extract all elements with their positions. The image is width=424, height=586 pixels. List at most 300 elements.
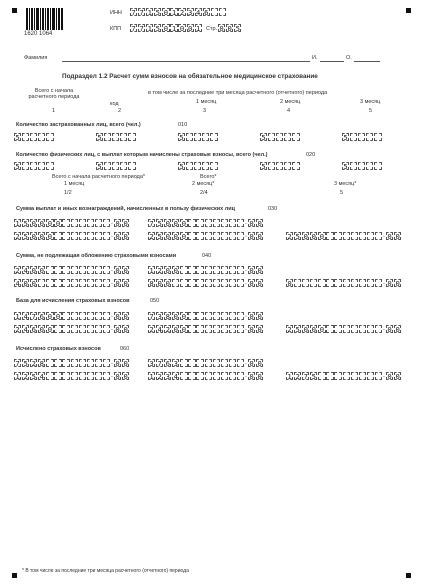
digit-cell bbox=[334, 372, 341, 380]
row-020-m1[interactable] bbox=[178, 162, 218, 171]
digit-cell: 5 bbox=[295, 232, 300, 240]
digit-cell: 0 bbox=[163, 24, 169, 32]
row-060-r1-b[interactable] bbox=[148, 359, 264, 368]
digit-cell bbox=[202, 162, 209, 170]
digit-cell bbox=[194, 162, 201, 170]
digit-cell: 0 bbox=[115, 359, 120, 367]
digit-cell: 0 bbox=[249, 219, 254, 227]
row-040-r1-b[interactable] bbox=[148, 266, 264, 275]
digit-cell: 0 bbox=[395, 232, 400, 240]
col-code-label: код bbox=[110, 101, 119, 107]
digit-cell bbox=[62, 359, 69, 367]
digit-cell bbox=[180, 359, 187, 367]
row-020-m2[interactable] bbox=[260, 162, 300, 171]
digit-cell: 2 bbox=[31, 359, 36, 367]
digit-cell: 7 bbox=[131, 24, 136, 32]
digit-cell bbox=[120, 162, 127, 170]
digit-cell: 7 bbox=[31, 312, 36, 320]
row-040-r2-b[interactable] bbox=[148, 279, 264, 288]
digit-cell bbox=[221, 325, 228, 333]
digit-cell bbox=[79, 219, 86, 227]
digit-cell bbox=[219, 8, 226, 16]
digit-cell: 0 bbox=[249, 372, 254, 380]
digit-cell: 0 bbox=[47, 219, 53, 227]
digit-cell: 2 bbox=[15, 232, 20, 240]
decimal-point: . bbox=[244, 219, 247, 226]
digit-cell bbox=[79, 279, 86, 287]
digit-cell: 0 bbox=[123, 325, 128, 333]
digit-cell bbox=[196, 266, 203, 274]
digit-cell bbox=[284, 162, 291, 170]
digit-cell bbox=[180, 266, 187, 274]
digit-cell bbox=[213, 359, 220, 367]
col-num-1: 1 bbox=[52, 108, 56, 114]
row-040-r1-a[interactable] bbox=[14, 266, 130, 275]
digit-cell bbox=[95, 359, 102, 367]
row-060-r1-a[interactable] bbox=[14, 359, 130, 368]
digit-cell: 0 bbox=[181, 325, 187, 333]
digit-cell bbox=[128, 133, 135, 141]
digit-cell: 4 bbox=[15, 279, 20, 287]
digit-cell: 0 bbox=[173, 232, 178, 240]
digit-cell: 0 bbox=[173, 325, 178, 333]
digit-cell: 0 bbox=[165, 232, 170, 240]
decimal-point: . bbox=[244, 266, 247, 273]
digit-cell bbox=[350, 162, 357, 170]
digit-cell: 5 bbox=[23, 359, 28, 367]
decimal-point: . bbox=[382, 325, 385, 332]
footnote: * В том числе за последние три месяца расчетного (отчетного) периода bbox=[22, 568, 189, 574]
digit-cell bbox=[292, 162, 299, 170]
digit-cell: 1 bbox=[149, 266, 154, 274]
digit-cell: 5 bbox=[15, 162, 20, 170]
digit-cell bbox=[186, 133, 193, 141]
digit-cell: 4 bbox=[39, 372, 44, 380]
digit-cell bbox=[284, 133, 291, 141]
digit-cell bbox=[358, 133, 365, 141]
digit-cell bbox=[268, 133, 275, 141]
digit-cell bbox=[221, 219, 228, 227]
digit-cell bbox=[79, 325, 86, 333]
digit-cell bbox=[213, 266, 220, 274]
row-010-label: Количество застрахованных лиц, всего (чел.) bbox=[16, 122, 141, 128]
decimal-point: . bbox=[244, 232, 247, 239]
digit-cell bbox=[103, 219, 110, 227]
digit-cell bbox=[229, 372, 236, 380]
digit-cell bbox=[196, 312, 203, 320]
digit-cell: 2 bbox=[15, 325, 20, 333]
decimal-point: . bbox=[110, 219, 113, 226]
digit-cell bbox=[351, 232, 358, 240]
digit-cell: 0 bbox=[257, 279, 262, 287]
digit-cell bbox=[71, 312, 78, 320]
digit-cell: 0 bbox=[115, 279, 120, 287]
digit-cell: 5 bbox=[97, 162, 102, 170]
digit-cell bbox=[87, 279, 94, 287]
digit-cell bbox=[71, 372, 78, 380]
corner-marker-bottom-left bbox=[12, 573, 17, 578]
digit-cell: 7 bbox=[139, 24, 144, 32]
digit-cell: 7 bbox=[131, 8, 136, 16]
digit-cell: 5 bbox=[23, 232, 28, 240]
digit-cell: 1 bbox=[15, 312, 20, 320]
digit-cell bbox=[229, 266, 236, 274]
digit-cell: 0 bbox=[123, 279, 128, 287]
digit-cell: 3 bbox=[165, 372, 170, 380]
digit-cell bbox=[213, 372, 220, 380]
digit-cell: 0 bbox=[55, 312, 61, 320]
digit-cell: 0 bbox=[165, 219, 170, 227]
digit-cell: 3 bbox=[187, 8, 193, 16]
digit-cell bbox=[95, 232, 102, 240]
digit-cell: 1 bbox=[147, 24, 152, 32]
row-030-r2-c[interactable] bbox=[286, 232, 402, 241]
digit-cell bbox=[367, 279, 374, 287]
digit-cell bbox=[87, 372, 94, 380]
digit-cell bbox=[211, 8, 218, 16]
row-040-r2-a[interactable] bbox=[14, 279, 130, 288]
digit-cell bbox=[180, 279, 187, 287]
digit-cell bbox=[71, 325, 78, 333]
digit-cell: 0 bbox=[39, 266, 44, 274]
digit-cell bbox=[62, 232, 69, 240]
digit-cell bbox=[276, 133, 283, 141]
digit-cell bbox=[367, 372, 374, 380]
digit-cell: 2 bbox=[149, 232, 154, 240]
digit-cell: 0 bbox=[387, 232, 392, 240]
digit-cell bbox=[104, 133, 111, 141]
digit-cell: 0 bbox=[303, 232, 308, 240]
digit-cell: 0 bbox=[173, 266, 178, 274]
digit-cell bbox=[229, 219, 236, 227]
digit-cell: 0 bbox=[287, 279, 292, 287]
col2-num-3: 5 bbox=[340, 190, 344, 196]
digit-cell bbox=[38, 279, 45, 287]
row-050-r2-b[interactable] bbox=[148, 325, 264, 334]
digit-cell: 5 bbox=[15, 133, 20, 141]
row-020-total[interactable] bbox=[14, 162, 54, 171]
row-050-r2-a[interactable] bbox=[14, 325, 130, 334]
digit-cell bbox=[205, 359, 212, 367]
digit-cell: 0 bbox=[123, 372, 128, 380]
digit-cell: 3 bbox=[157, 312, 162, 320]
row-060-r2-c[interactable] bbox=[286, 372, 402, 381]
digit-cell bbox=[188, 266, 195, 274]
digit-cell bbox=[188, 279, 195, 287]
digit-cell bbox=[62, 312, 69, 320]
digit-cell bbox=[79, 232, 86, 240]
digit-cell: 0 bbox=[47, 232, 53, 240]
digit-cell: 0 bbox=[55, 219, 61, 227]
digit-cell bbox=[54, 325, 61, 333]
digit-cell: 5 bbox=[155, 8, 160, 16]
decimal-point: . bbox=[110, 359, 113, 366]
digit-cell bbox=[71, 279, 78, 287]
digit-cell bbox=[71, 266, 78, 274]
digit-cell bbox=[46, 266, 53, 274]
col2-m2-label: 2 месяц* bbox=[192, 181, 215, 187]
digit-cell bbox=[95, 325, 102, 333]
digit-cell bbox=[302, 279, 309, 287]
digit-cell bbox=[221, 312, 228, 320]
row-010-code: 010 bbox=[178, 122, 188, 128]
row-040-r2-c[interactable] bbox=[286, 279, 402, 288]
digit-cell bbox=[46, 279, 53, 287]
row-020-code-col[interactable] bbox=[96, 162, 136, 171]
digit-cell: 0 bbox=[115, 312, 120, 320]
digit-cell bbox=[87, 312, 94, 320]
digit-cell: 0 bbox=[311, 232, 316, 240]
digit-cell bbox=[237, 219, 244, 227]
digit-cell bbox=[95, 372, 102, 380]
digit-cell bbox=[237, 312, 244, 320]
page-label: Стр. bbox=[206, 26, 218, 32]
digit-cell bbox=[95, 266, 102, 274]
digit-cell bbox=[326, 325, 333, 333]
digit-cell bbox=[196, 359, 203, 367]
digit-cell bbox=[180, 372, 187, 380]
digit-cell bbox=[229, 232, 236, 240]
digit-cell: 1 bbox=[171, 24, 177, 32]
digit-cell: 0 bbox=[395, 325, 400, 333]
digit-cell bbox=[95, 312, 102, 320]
digit-cell: 1 bbox=[171, 8, 177, 16]
digit-cell: 0 bbox=[165, 266, 170, 274]
decimal-point: . bbox=[110, 312, 113, 319]
digit-cell bbox=[374, 133, 381, 141]
digit-cell bbox=[343, 325, 350, 333]
digit-cell bbox=[62, 325, 69, 333]
digit-cell bbox=[237, 266, 244, 274]
digit-cell: 0 bbox=[31, 279, 36, 287]
surname-line bbox=[62, 61, 310, 62]
row-050-r2-c[interactable] bbox=[286, 325, 402, 334]
digit-cell: 2 bbox=[165, 325, 170, 333]
digit-cell bbox=[294, 279, 301, 287]
i-line bbox=[320, 61, 344, 62]
digit-cell bbox=[112, 133, 119, 141]
digit-cell bbox=[103, 325, 110, 333]
row-050-code: 050 bbox=[150, 298, 160, 304]
digit-cell: 0 bbox=[165, 279, 170, 287]
digit-cell bbox=[103, 232, 110, 240]
row-050-r1-a[interactable] bbox=[14, 312, 130, 321]
digit-cell bbox=[128, 162, 135, 170]
digit-cell: 0 bbox=[157, 279, 162, 287]
digit-cell: 0 bbox=[115, 232, 120, 240]
digit-cell: 2 bbox=[287, 232, 292, 240]
digit-cell bbox=[46, 372, 53, 380]
digit-cell bbox=[326, 279, 333, 287]
digit-cell: 5 bbox=[311, 372, 316, 380]
digit-cell bbox=[54, 232, 61, 240]
digit-cell bbox=[268, 162, 275, 170]
digit-cell: 5 bbox=[179, 162, 184, 170]
digit-cell bbox=[95, 279, 102, 287]
digit-cell: 5 bbox=[235, 24, 240, 32]
digit-cell: 0 bbox=[219, 24, 224, 32]
digit-cell: 5 bbox=[343, 162, 348, 170]
decimal-point: . bbox=[110, 372, 113, 379]
row-030-code: 030 bbox=[268, 206, 278, 212]
digit-cell: 0 bbox=[257, 372, 262, 380]
digit-cell bbox=[205, 279, 212, 287]
digit-cell bbox=[205, 219, 212, 227]
digit-cell: 5 bbox=[179, 133, 184, 141]
digit-cell bbox=[375, 325, 382, 333]
digit-cell bbox=[54, 266, 61, 274]
digit-cell: 7 bbox=[139, 8, 144, 16]
digit-cell bbox=[71, 359, 78, 367]
digit-cell: 5 bbox=[157, 232, 162, 240]
digit-cell bbox=[343, 372, 350, 380]
corner-marker-top-right bbox=[406, 8, 411, 13]
digit-cell bbox=[221, 279, 228, 287]
kpp-label: КПП bbox=[110, 26, 122, 32]
row-010-total[interactable] bbox=[14, 133, 54, 142]
digit-cell bbox=[276, 162, 283, 170]
digit-cell: 0 bbox=[249, 266, 254, 274]
digit-cell bbox=[334, 232, 341, 240]
digit-cell bbox=[334, 325, 341, 333]
o-label: О. bbox=[346, 55, 352, 61]
digit-cell bbox=[221, 232, 228, 240]
digit-cell bbox=[62, 219, 69, 227]
decimal-point: . bbox=[382, 232, 385, 239]
digit-cell: 0 bbox=[47, 325, 53, 333]
digit-cell: 6 bbox=[39, 312, 44, 320]
digit-cell bbox=[22, 133, 29, 141]
col-num-3: 3 bbox=[203, 108, 207, 114]
col2-m3-label: 3 месяц* bbox=[334, 181, 357, 187]
row-030-r2-b[interactable] bbox=[148, 232, 264, 241]
decimal-point: . bbox=[244, 279, 247, 286]
digit-cell: 0 bbox=[173, 219, 178, 227]
digit-cell: 0 bbox=[123, 266, 128, 274]
digit-cell: 0 bbox=[23, 279, 28, 287]
digit-cell bbox=[237, 359, 244, 367]
digit-cell: 0 bbox=[123, 359, 128, 367]
digit-cell bbox=[205, 312, 212, 320]
digit-cell: 0 bbox=[311, 325, 316, 333]
col2-num-2: 2/4 bbox=[200, 190, 208, 196]
row-060-label: Исчислено страховых взносов bbox=[16, 346, 101, 352]
digit-cell bbox=[188, 372, 195, 380]
inn-label: ИНН bbox=[110, 10, 122, 16]
digit-cell bbox=[326, 372, 333, 380]
digit-cell bbox=[46, 162, 53, 170]
digit-cell bbox=[229, 325, 236, 333]
row-010-m3[interactable] bbox=[342, 133, 382, 142]
section-title: Подраздел 1.2 Расчет сумм взносов на обязательное медицинское страхование bbox=[62, 73, 318, 80]
digit-cell bbox=[213, 232, 220, 240]
row-010-code-col[interactable] bbox=[96, 133, 136, 142]
digit-cell: 3 bbox=[173, 359, 178, 367]
row-030-r1-b[interactable] bbox=[148, 219, 264, 228]
digit-cell: 8 bbox=[149, 279, 154, 287]
digit-cell bbox=[351, 325, 358, 333]
col-m3-label: 3 месяц bbox=[360, 99, 381, 105]
digit-cell bbox=[237, 372, 244, 380]
digit-cell bbox=[359, 232, 366, 240]
digit-cell: 2 bbox=[287, 325, 292, 333]
digit-cell bbox=[79, 372, 86, 380]
digit-cell: 5 bbox=[31, 372, 36, 380]
digit-cell: 1 bbox=[149, 372, 154, 380]
row-060-r2-b[interactable] bbox=[148, 372, 264, 381]
digit-cell bbox=[196, 219, 203, 227]
digit-cell: 0 bbox=[115, 266, 120, 274]
digit-cell: 0 bbox=[181, 232, 187, 240]
digit-cell: 0 bbox=[249, 312, 254, 320]
col-num-4: 4 bbox=[287, 108, 291, 114]
digit-cell bbox=[237, 279, 244, 287]
digit-cell: 0 bbox=[257, 325, 262, 333]
digit-cell bbox=[367, 232, 374, 240]
digit-cell: 1 bbox=[15, 219, 20, 227]
digit-cell bbox=[205, 325, 212, 333]
digit-cell: 5 bbox=[261, 162, 266, 170]
digit-cell bbox=[95, 219, 102, 227]
digit-cell: 6 bbox=[31, 325, 36, 333]
row-060-r2-a[interactable] bbox=[14, 372, 130, 381]
row-010-m2[interactable] bbox=[260, 133, 300, 142]
digit-cell bbox=[366, 162, 373, 170]
col2-num-1: 1/2 bbox=[64, 190, 72, 196]
row-030-r1-a[interactable] bbox=[14, 219, 130, 228]
row-050-r1-b[interactable] bbox=[148, 312, 264, 321]
digit-cell bbox=[343, 279, 350, 287]
surname-label: Фамилия bbox=[24, 55, 48, 61]
inn-cells bbox=[130, 8, 227, 17]
digit-cell bbox=[318, 372, 325, 380]
digit-cell: 0 bbox=[123, 232, 128, 240]
digit-cell: 0 bbox=[319, 325, 325, 333]
digit-cell: 4 bbox=[196, 8, 201, 16]
digit-cell bbox=[46, 359, 53, 367]
digit-cell bbox=[38, 162, 45, 170]
corner-marker-top-left bbox=[12, 8, 17, 13]
digit-cell: 5 bbox=[97, 133, 102, 141]
digit-cell bbox=[87, 359, 94, 367]
digit-cell bbox=[205, 232, 212, 240]
digit-cell bbox=[196, 279, 203, 287]
digit-cell bbox=[79, 312, 86, 320]
digit-cell bbox=[188, 219, 195, 227]
digit-cell: 0 bbox=[249, 325, 254, 333]
digit-cell: 0 bbox=[123, 219, 128, 227]
digit-cell bbox=[375, 279, 382, 287]
col-num-2: 2 bbox=[118, 108, 122, 114]
digit-cell bbox=[351, 279, 358, 287]
digit-cell: 0 bbox=[163, 8, 169, 16]
col2-m1-label: 1 месяц bbox=[64, 181, 85, 187]
digit-cell bbox=[22, 162, 29, 170]
decimal-point: . bbox=[110, 279, 113, 286]
digit-cell: 0 bbox=[387, 372, 392, 380]
digit-cell bbox=[375, 232, 382, 240]
digit-cell: 0 bbox=[257, 359, 262, 367]
digit-cell: 0 bbox=[187, 24, 193, 32]
digit-cell bbox=[318, 279, 325, 287]
digit-cell bbox=[196, 372, 203, 380]
row-020-m3[interactable] bbox=[342, 162, 382, 171]
digit-cell: 0 bbox=[257, 219, 262, 227]
corner-marker-bottom-right bbox=[406, 573, 411, 578]
digit-cell: 0 bbox=[249, 359, 254, 367]
row-030-r2-a[interactable] bbox=[14, 232, 130, 241]
row-010-m1[interactable] bbox=[178, 133, 218, 142]
